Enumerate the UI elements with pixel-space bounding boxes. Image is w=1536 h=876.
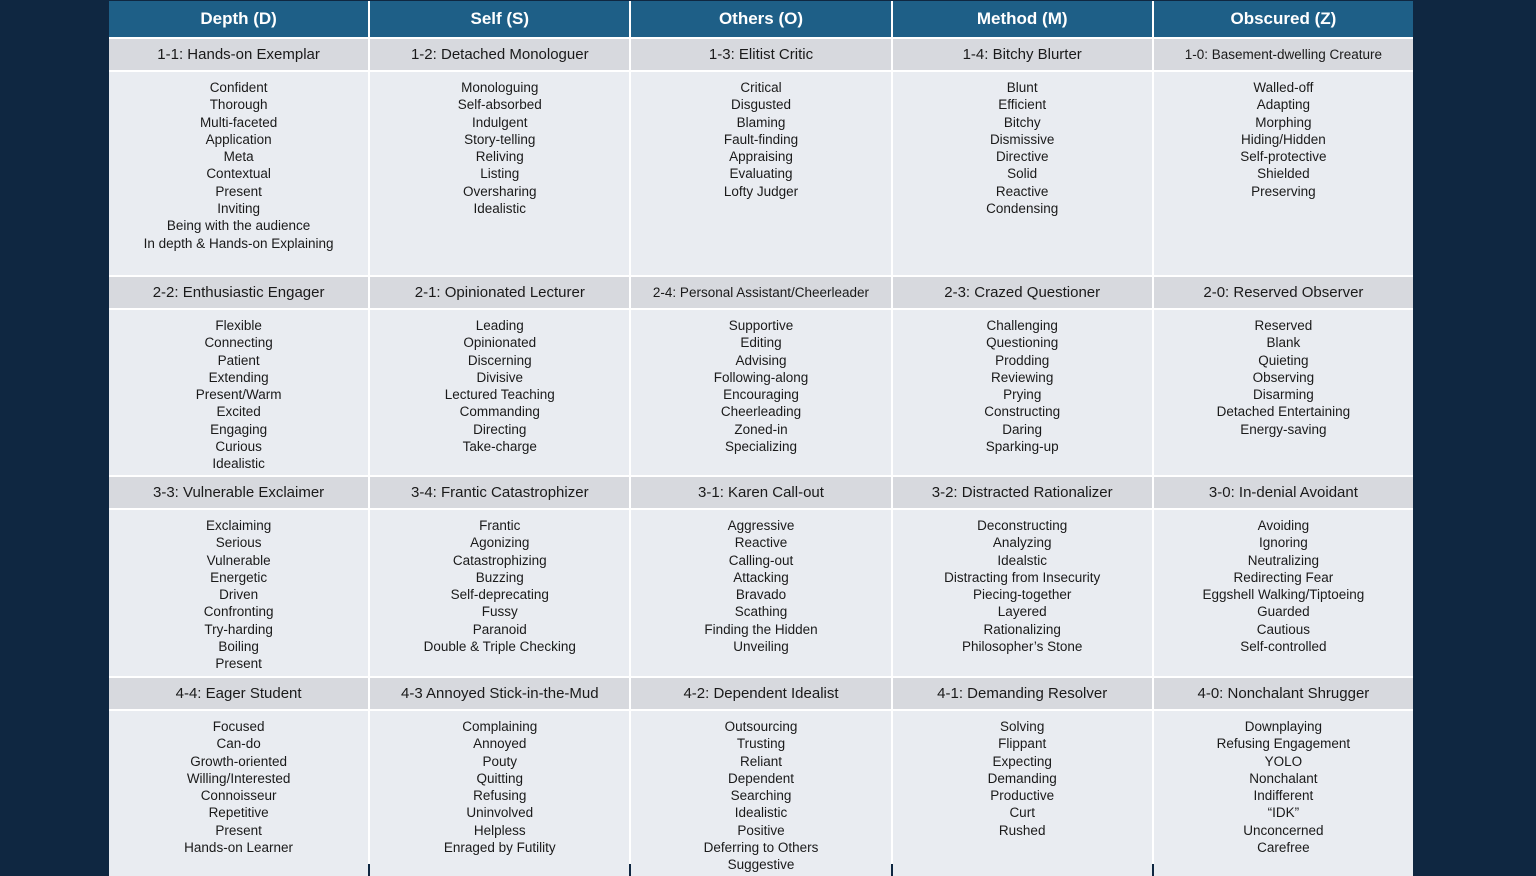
trait-item: Self-absorbed [457,97,542,113]
trait-item: Focused [212,719,265,734]
trait-item: Discerning [467,352,532,368]
trait-item: Monologuing [461,80,539,95]
trait-item: Curious [215,439,262,455]
trait-item: Nonchalant [1249,770,1318,786]
trait-item: Directive [995,149,1049,165]
archetype-title: 1-4: Bitchy Blurter [893,39,1152,70]
trait-list [893,310,1152,475]
trait-item: Reactive [734,535,788,551]
trait-item: Hands-on Learner [184,840,293,856]
trait-list [893,72,1152,275]
trait-item: Engaging [210,421,268,437]
trait-item: Opinionated [463,335,537,351]
trait-item: Calling-out [728,552,794,568]
trait-item: Carefree [1257,840,1310,856]
trait-item: Challenging [986,318,1058,333]
trait-item: Enraged by Futility [443,840,556,856]
trait-list [1154,72,1413,275]
trait-item: Cautious [1256,621,1311,637]
column-header-method: Method (M) [893,1,1152,37]
trait-item: Rationalizing [983,621,1061,637]
trait-list [631,510,890,676]
trait-list [631,72,890,275]
trait-item: Shielded [1257,166,1310,182]
trait-item: Positive [737,822,785,838]
trait-item: Unveiling [733,639,789,655]
trait-list [370,310,629,475]
trait-item: Inviting [217,201,260,217]
trait-item: Deferring to Others [703,840,819,856]
trait-item: Bravado [735,587,787,603]
trait-item: Present [215,656,262,672]
trait-item: Exclaiming [205,518,272,533]
column-header-self: Self (S) [370,1,629,37]
trait-item: Outsourcing [724,719,798,734]
trait-item: Refusing [473,788,527,804]
archetype-title: 3-1: Karen Call-out [631,477,890,508]
trait-item: Annoyed [473,736,527,752]
trait-item: Paranoid [472,621,527,637]
archetype-title: 1-0: Basement-dwelling Creature [1154,39,1413,70]
trait-item: Deconstructing [977,518,1068,533]
trait-item: Appraising [729,149,793,165]
trait-item: Double & Triple Checking [423,639,576,655]
trait-item: Oversharing [463,183,537,199]
trait-list [109,72,368,275]
archetype-title: 4-2: Dependent Idealist [631,678,890,709]
trait-item: Multi-faceted [199,114,278,130]
trait-item: Thorough [209,97,268,113]
trait-item: Condensing [986,201,1059,217]
trait-item: Sparking-up [985,439,1059,455]
trait-item: Patient [217,352,260,368]
trait-list [1154,510,1413,676]
trait-item: Lofty Judger [723,183,799,199]
trait-item: Energetic [210,569,268,585]
trait-item: Present [215,183,262,199]
trait-list [1154,310,1413,475]
trait-list [370,711,629,876]
trait-item: Self-controlled [1240,639,1327,655]
trait-item: Morphing [1255,114,1312,130]
trait-item: Present/Warm [195,387,282,403]
trait-item: Reliving [475,149,524,165]
column-header-obscured: Obscured (Z) [1154,1,1413,37]
trait-item: Blank [1266,335,1301,351]
trait-item: Application [205,131,272,147]
trait-item: Curt [1009,805,1035,821]
archetype-title: 2-4: Personal Assistant/Cheerleader [631,277,890,308]
column-header-depth: Depth (D) [109,1,368,37]
trait-item: Neutralizing [1247,552,1320,568]
trait-item: Walled-off [1253,80,1314,95]
trait-item: Zoned-in [734,421,788,437]
trait-item: Solving [1000,719,1045,734]
trait-item: Prying [1003,387,1042,403]
trait-item: Flippant [998,736,1047,752]
trait-item: Productive [990,788,1055,804]
trait-item: Repetitive [208,805,269,821]
trait-item: Specializing [724,439,798,455]
trait-item: Serious [215,535,262,551]
trait-item: Quitting [476,770,524,786]
trait-item: Efficient [998,97,1047,113]
trait-item: Bitchy [1003,114,1041,130]
trait-item: Driven [219,587,259,603]
trait-item: Following-along [713,369,809,385]
trait-item: Take-charge [462,439,537,455]
trait-list [631,310,890,475]
trait-item: Daring [1002,421,1043,437]
archetype-title: 3-4: Frantic Catastrophizer [370,477,629,508]
trait-item: Constructing [984,404,1061,420]
trait-item: Advising [735,352,787,368]
trait-item: Quieting [1258,352,1309,368]
trait-item: Piecing-together [973,587,1072,603]
trait-item: Avoiding [1257,518,1310,533]
trait-item: Guarded [1257,604,1310,620]
archetype-title: 4-4: Eager Student [109,678,368,709]
trait-item: Indulgent [472,114,528,130]
trait-list [893,711,1152,876]
trait-list [631,711,890,876]
trait-item: “IDK” [1267,805,1300,821]
trait-item: Pouty [482,753,518,769]
trait-item: Helpless [473,822,526,838]
trait-item: Blaming [736,114,786,130]
archetype-title: 4-3 Annoyed Stick-in-the-Mud [370,678,629,709]
trait-item: Attacking [733,569,789,585]
trait-item: Dismissive [989,131,1055,147]
archetype-title: 2-1: Opinionated Lecturer [370,277,629,308]
trait-item: Idealistic [212,456,265,472]
trait-item: Confident [209,80,268,95]
trait-item: Editing [740,335,782,351]
archetype-title: 2-0: Reserved Observer [1154,277,1413,308]
trait-item: Adapting [1256,97,1311,113]
trait-list [109,510,368,676]
trait-item: Self-protective [1240,149,1327,165]
trait-item: Extending [208,369,269,385]
trait-item: Try-harding [204,621,273,637]
trait-item: Disarming [1253,387,1314,403]
column-header-others: Others (O) [631,1,890,37]
trait-item: Dependent [727,770,795,786]
archetype-title: 2-3: Crazed Questioner [893,277,1152,308]
trait-item: In depth & Hands-on Explaining [143,235,334,251]
archetype-title: 1-1: Hands-on Exemplar [109,39,368,70]
trait-item: Questioning [986,335,1059,351]
archetype-title: 3-3: Vulnerable Exclaimer [109,477,368,508]
trait-item: Refusing Engagement [1216,736,1351,752]
trait-item: Aggressive [727,518,795,533]
trait-item: Boiling [218,639,259,655]
trait-item: Observing [1252,369,1315,385]
trait-item: Meta [223,149,254,165]
trait-item: Idealistic [473,201,527,217]
trait-item: Solid [1007,166,1038,182]
trait-list [370,510,629,676]
archetype-table [109,1,1413,873]
trait-item: Reviewing [991,369,1054,385]
trait-item: Distracting from Insecurity [944,569,1101,585]
trait-list [109,711,368,876]
trait-item: Critical [740,80,782,95]
trait-item: Philosopher’s Stone [962,639,1083,655]
trait-item: Directing [473,421,527,437]
trait-item: Supportive [728,318,794,333]
trait-item: Ignoring [1259,535,1308,551]
trait-item: Connoisseur [200,788,277,804]
trait-item: Reliant [739,753,782,769]
trait-item: Unconcerned [1243,822,1324,838]
trait-item: Frantic [479,518,521,533]
trait-item: Agonizing [470,535,530,551]
archetype-title: 1-3: Elitist Critic [631,39,890,70]
trait-item: Self-deprecating [450,587,549,603]
trait-item: Prodding [995,352,1050,368]
archetype-title: 3-2: Distracted Rationalizer [893,477,1152,508]
trait-list [1154,711,1413,876]
trait-item: Indifferent [1253,788,1314,804]
trait-item: Uninvolved [466,805,534,821]
trait-item: Cheerleading [720,404,802,420]
archetype-title: 3-0: In-denial Avoidant [1154,477,1413,508]
trait-item: Being with the audience [166,218,311,234]
archetype-title: 1-2: Detached Monologuer [370,39,629,70]
trait-item: Scathing [734,604,788,620]
trait-list [893,510,1152,676]
archetype-title: 4-1: Demanding Resolver [893,678,1152,709]
trait-item: Flexible [215,318,262,333]
trait-item: Vulnerable [206,552,271,568]
trait-item: Complaining [462,719,538,734]
trait-item: Reactive [995,183,1049,199]
archetype-title: 4-0: Nonchalant Shrugger [1154,678,1413,709]
trait-item: Trusting [736,736,786,752]
trait-item: Idealstic [997,552,1047,568]
trait-item: Downplaying [1244,719,1323,734]
trait-item: Excited [216,404,261,420]
trait-item: Evaluating [729,166,793,182]
trait-item: Connecting [204,335,273,351]
trait-item: Disgusted [730,97,792,113]
trait-item: Detached Entertaining [1216,404,1351,420]
trait-item: Rushed [998,822,1046,838]
trait-item: Listing [480,166,520,182]
trait-item: Present [215,822,262,838]
trait-item: Can-do [216,736,261,752]
archetype-title: 2-2: Enthusiastic Engager [109,277,368,308]
trait-item: Fault-finding [723,131,799,147]
trait-item: Willing/Interested [186,770,291,786]
trait-item: Suggestive [727,857,795,873]
trait-item: Lectured Teaching [444,387,555,403]
trait-item: Hiding/Hidden [1240,131,1326,147]
trait-item: Story-telling [464,131,536,147]
trait-item: Reserved [1254,318,1313,333]
trait-item: Catastrophizing [452,552,547,568]
trait-item: Confronting [203,604,274,620]
trait-item: Divisive [476,369,524,385]
trait-item: Expecting [992,753,1052,769]
trait-item: Fussy [481,604,518,620]
trait-item: Buzzing [475,569,524,585]
trait-item: Layered [997,604,1047,620]
trait-item: Blunt [1006,80,1038,95]
trait-item: Leading [475,318,524,333]
trait-list [370,72,629,275]
trait-list [109,310,368,475]
trait-item: Energy-saving [1240,421,1327,437]
trait-item: Encouraging [723,387,799,403]
trait-item: Growth-oriented [190,753,287,769]
trait-item: Eggshell Walking/Tiptoeing [1202,587,1365,603]
trait-item: Analyzing [992,535,1052,551]
trait-item: Finding the Hidden [704,621,818,637]
trait-item: Contextual [206,166,271,182]
trait-item: Redirecting Fear [1233,569,1334,585]
trait-item: Demanding [987,770,1057,786]
trait-item: Searching [730,788,792,804]
trait-item: YOLO [1264,753,1303,769]
trait-item: Commanding [459,404,540,420]
trait-item: Idealistic [734,805,788,821]
trait-item: Preserving [1251,183,1316,199]
